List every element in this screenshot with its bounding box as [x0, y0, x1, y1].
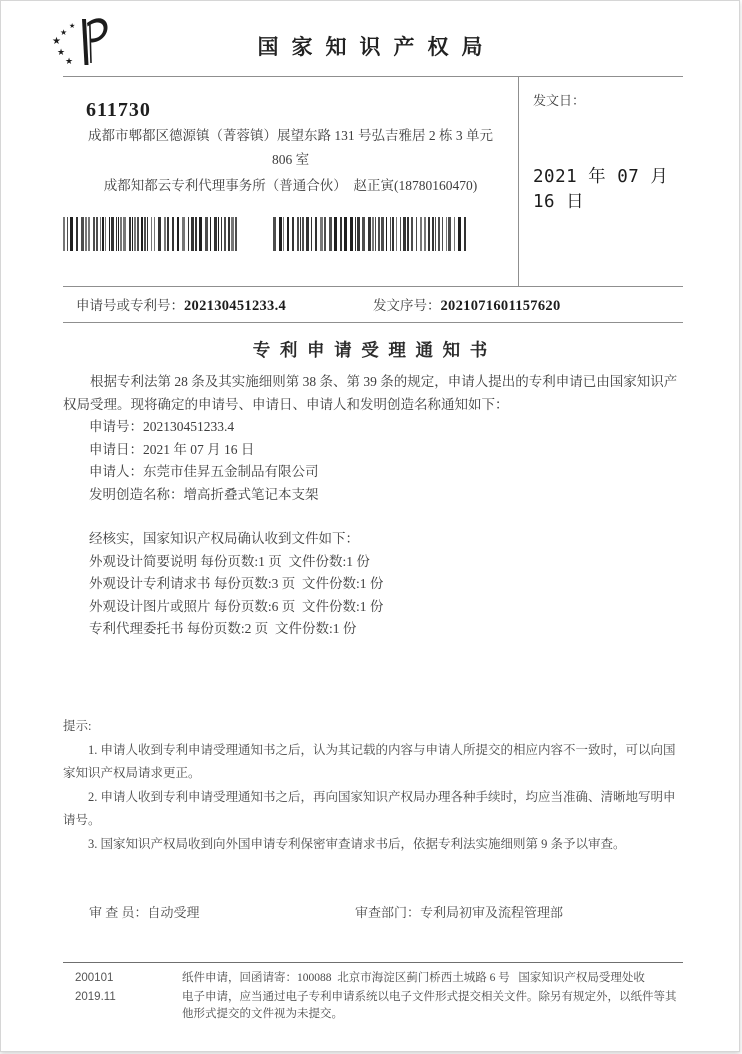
department-label: 审查部门： [355, 905, 421, 920]
tip-item-3: 3. 国家知识产权局收到向外国申请专利保密审查请求书后，依据专利法实施细则第 9 条予以审查。 [88, 836, 626, 851]
intro-paragraph: 根据专利法第 28 条及其实施细则第 38 条、第 39 条的规定，申请人提出的专利申请已由国家知识产权局受理。现将确定的申请号、申请日、申请人和发明创造名称通知如下： [63, 374, 678, 412]
svg-text:★: ★ [57, 47, 66, 57]
department-group [355, 902, 563, 921]
svg-text:★: ★ [65, 56, 74, 66]
footer-text: 电子申请，应当通过电子专利申请系统以电子文件形式提交相关文件。除另有规定外，以纸件等其他形式提交的文件视为未提交。 [182, 990, 677, 1020]
issue-date-box [518, 77, 683, 286]
department-value: 专利局初审及流程管理部 [420, 905, 564, 920]
footer-row-paper [63, 970, 683, 988]
recipient-address-line1: 成都市郫都区德源镇（菁蓉镇）展望东路 131 号弘吉雅居 2 栋 3 单元 [88, 128, 493, 143]
notice-head-box [63, 76, 683, 287]
cnipa-logo-icon [49, 13, 109, 74]
signoff-row [63, 902, 683, 921]
serial-number-group [373, 294, 561, 315]
examiner-value: 自动受理 [147, 905, 200, 920]
tips-heading: 提示: [63, 719, 92, 733]
footer-code: 2019.11 [75, 990, 116, 1003]
footer-code: 200101 [75, 972, 114, 984]
org-title: 国家知识产权局 [257, 35, 496, 59]
notice-title: 专利申请受理通知书 [252, 340, 497, 360]
confirm-intro: 经核实，国家知识产权局确认收到文件如下： [89, 531, 359, 546]
tip-item-2: 2. 申请人收到专利申请受理通知书之后，再向国家知识产权局办理各种手续时，均应当准确、清晰地写明申请号。 [63, 789, 676, 827]
document-header [1, 1, 739, 76]
field-invention-title: 发明创造名称：增高折叠式笔记本支架 [89, 486, 319, 502]
recipient-block [63, 77, 518, 286]
barcode-left [63, 217, 239, 251]
application-number-value: 202130451233.4 [184, 298, 287, 314]
numbers-row [63, 287, 683, 323]
examiner-group [63, 902, 355, 921]
field-application-number: 申请号：202130451233.4 [89, 419, 235, 434]
barcode-right [273, 217, 467, 251]
received-documents-list [63, 528, 683, 641]
issue-date-label: 发文日： [533, 93, 586, 108]
issue-date-value: 2021 年 07 月 16 日 [533, 167, 669, 212]
footer-text: 纸件申请，回函请寄：100088 北京市海淀区蓟门桥西土城路 6 号 国家知识产权局受理处收 [182, 972, 645, 984]
notice-body [1, 371, 739, 641]
footer-row-electronic [63, 989, 683, 1024]
document-item: 外观设计专利请求书 每份页数:3 页 文件份数:1 份 [89, 576, 384, 591]
document-item: 专利代理委托书 每份页数:2 页 文件份数:1 份 [89, 621, 357, 636]
recipient-address-line2: 806 室 [271, 152, 310, 167]
postal-code: 611730 [86, 99, 151, 121]
agency-line: 成都知都云专利代理事务所（普通合伙） 赵正寅(18780160470) [103, 178, 478, 193]
document-item: 外观设计图片或照片 每份页数:6 页 文件份数:1 份 [89, 598, 384, 614]
serial-number-label: 发文序号： [373, 298, 441, 313]
examiner-label: 审 查 员： [89, 905, 148, 920]
field-application-date: 申请日：2021 年 07 月 16 日 [89, 441, 255, 457]
field-applicant: 申请人：东莞市佳昇五金制品有限公司 [89, 464, 319, 479]
footer-section [63, 962, 683, 1025]
svg-text:★: ★ [60, 28, 68, 37]
application-number-group [63, 294, 373, 315]
svg-text:★: ★ [69, 22, 76, 30]
svg-text:★: ★ [52, 36, 61, 47]
barcode-group [63, 217, 518, 251]
document-item: 外观设计简要说明 每份页数:1 页 文件份数:1 份 [89, 553, 370, 569]
tip-item-1: 1. 申请人收到专利申请受理通知书之后，认为其记载的内容与申请人所提交的相应内容不一致时，可以向国家知识产权局请求更正。 [63, 742, 676, 780]
serial-number-value: 2021071601157620 [440, 298, 561, 314]
application-number-label: 申请号或专利号： [76, 298, 184, 313]
tips-section [63, 715, 685, 856]
